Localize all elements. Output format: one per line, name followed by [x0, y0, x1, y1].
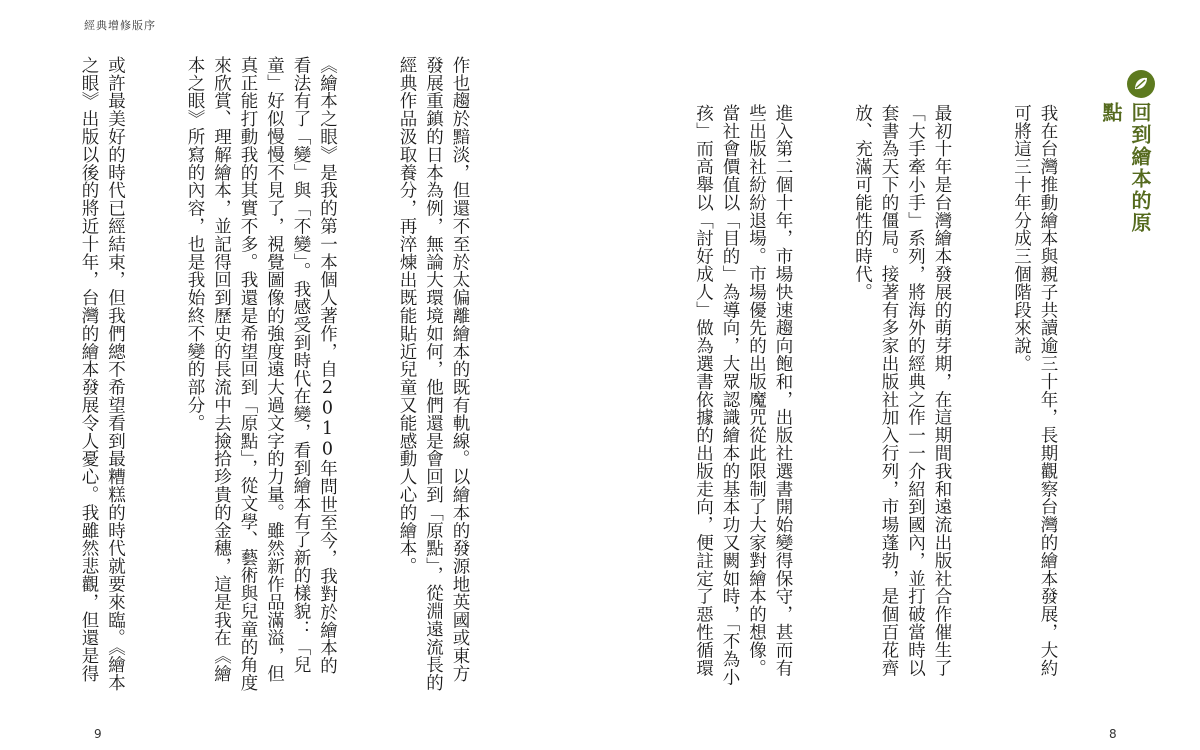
running-header: 經典增修版序 — [84, 19, 156, 32]
body-paragraph: 作也趨於黯淡，但還不至於太偏離繪本的既有軌線。以繪本的發源地英國或東方發展重鎮的日本為例，無論大環境如何，他們還是會回到「原點」，從淵遠流長的經典作品汲取養分，再淬煉出既能貼近兒童又能感動人心的繪本。 — [397, 56, 470, 692]
body-paragraph: 我在台灣推動繪本與親子共讀逾三十年，長期觀察台灣的繪本發展，大約可將這三十年分成三個階段來說。 — [1011, 104, 1058, 677]
page-number-left: 9 — [94, 727, 102, 741]
leaf-bullet-icon — [1127, 70, 1155, 98]
body-paragraph: 進入第二個十年，市場快速趨向飽和，出版社選書開始變得保守，甚而有些出版社紛紛退場。市場優先的出版魔咒從此限制了大家對繪本的想像。當社會價值以「目的」為導向，大眾認識繪本的基本功又闕如時，「不為小孩」而高舉以「討好成人」做為選書依據的出版走向，便註定了惡性循環 — [694, 104, 793, 686]
page-number-right: 8 — [1109, 727, 1117, 741]
section-title: 回到繪本的原點 — [1099, 102, 1152, 234]
body-paragraph: 《繪本之眼》是我的第一本個人著作，自2010年問世至今，我對於繪本的看法有了「變」與「不變」。我感受到時代在變，看到繪本有了新的樣貌：「兒童」好似慢慢不見了，視覺圖像的強度遠大過文字的力量。雖然新作品滿溢，但真正能打動我的其實不多。我還是希望回到「原點」，從文學、藝術與兒童的角度來欣賞、理解繪本，並記得回到歷史的長流中去撿拾珍貴的金穗，這是我在《繪本之眼》所寫的內容，也是我始終不變的部分。 — [185, 56, 338, 692]
left-page-body — [74, 56, 526, 692]
right-page-body — [694, 104, 1114, 694]
body-paragraph: 最初十年是台灣繪本發展的萌芽期，在這期間我和遠流出版社合作催生了「大手牽小手」系列，將海外的經典之作一一介紹到國內，並打破當時以套書為天下的僵局。接著有多家出版社加入行列，市場蓬勃，是個百花齊放、充滿可能性的時代。 — [852, 104, 952, 677]
body-paragraph: 或許最美好的時代已經結束，但我們總不希望看到最糟糕的時代就要來臨。《繪本之眼》出版以後的將近十年，台灣的繪本發展令人憂心。我雖然悲觀，但還是得 — [79, 56, 126, 692]
